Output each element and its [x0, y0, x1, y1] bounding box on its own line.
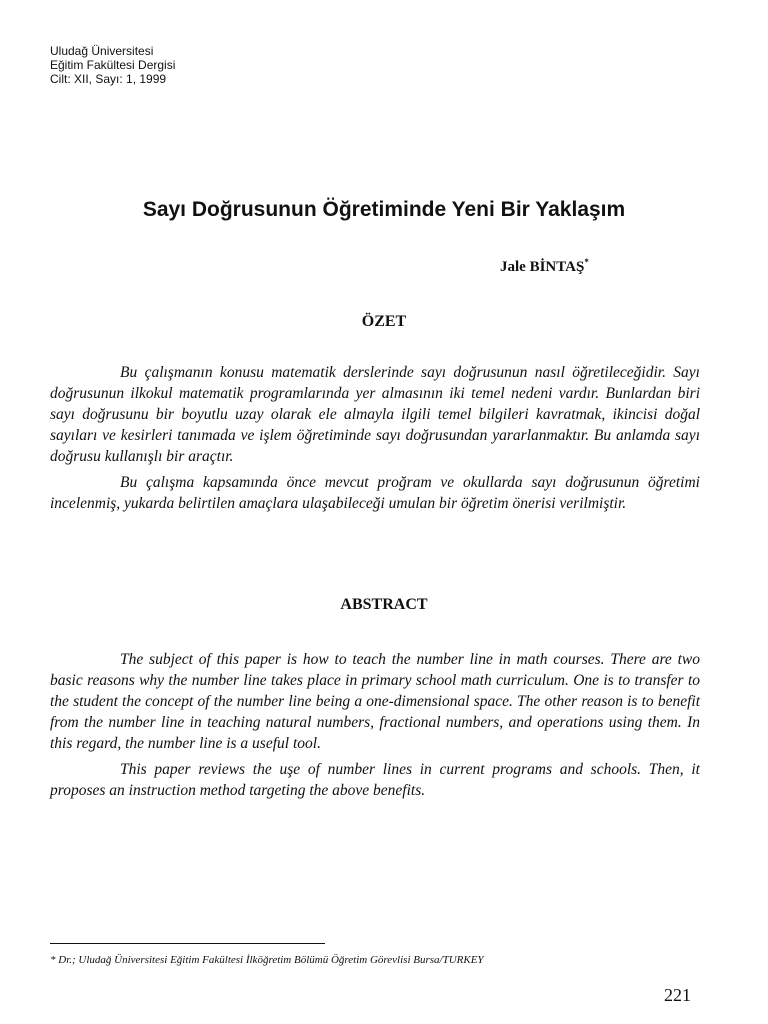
journal-volume: Cilt: XII, Sayı: 1, 1999 — [50, 72, 167, 86]
ozet-heading: ÖZET — [361, 313, 407, 330]
author — [500, 257, 589, 276]
ozet-paragraph-1: Bu çalışmanın konusu matematik derslerinde sayı doğrusunun nasıl öğretileceğidir. Sayı doğrusunun ilkokul matematik programlarında yer almasının iki temel nedeni vardır. Bunlardan biri sayı doğrusunu bir boyutlu uzay olarak ele almayla ilgili temel bilgileri kavratmak, ikincisi doğal sayıları ve kesirleri tanımada ve işlem öğretiminde sayı doğrusundan yararlanmaktır. Bu anlamda sayı doğrusu kullanışlı bir araçtır. — [50, 364, 700, 465]
author-footnote-mark: * — [584, 257, 589, 267]
journal-faculty: Eğitim Fakültesi Dergisi — [50, 58, 176, 72]
abstract-paragraph-2: This paper reviews the uşe of number lines in current programs and schools. Then, it proposes an instruction method targeting the above benefits. — [50, 761, 700, 799]
ozet-paragraph-2: Bu çalışma kapsamında önce mevcut prоğram ve okullarda sayı doğrusunun öğretimi incelenmiş, yukarda belirtilen amaçlara ulaşabileceği umulan bir öğretim önerisi verilmiştir. — [50, 474, 700, 512]
footnote-divider — [50, 943, 325, 944]
abstract-paragraph-1: The subject of this paper is how to teach the number line in math courses. There are two basic reasons why the number line takes place in primary school math curriculum. One is to transfer to the student the concept of the number line being a one-dimensional space. The other reason is to benefit from the number line in teaching natural numbers, fractional numbers, and operations using them. In this regard, the number line is a useful tool. — [50, 651, 700, 752]
abstract-heading: ABSTRACT — [340, 596, 428, 613]
journal-university: Uludağ Üniversitesi — [50, 44, 154, 58]
page-number: 221 — [664, 985, 691, 1005]
abstract-body — [50, 649, 700, 806]
article-title: Sayı Doğrusunun Öğretiminde Yeni Bir Yaklaşım — [142, 198, 626, 221]
ozet-body — [50, 362, 700, 519]
journal-header — [50, 44, 175, 86]
author-name: Jale BİNTAŞ — [500, 259, 585, 275]
footnote: * Dr.; Uludağ Üniversitesi Eğitim Fakültesi İlköğretim Bölümü Öğretim Görevlisi Bursa/TURKEY — [50, 954, 484, 966]
